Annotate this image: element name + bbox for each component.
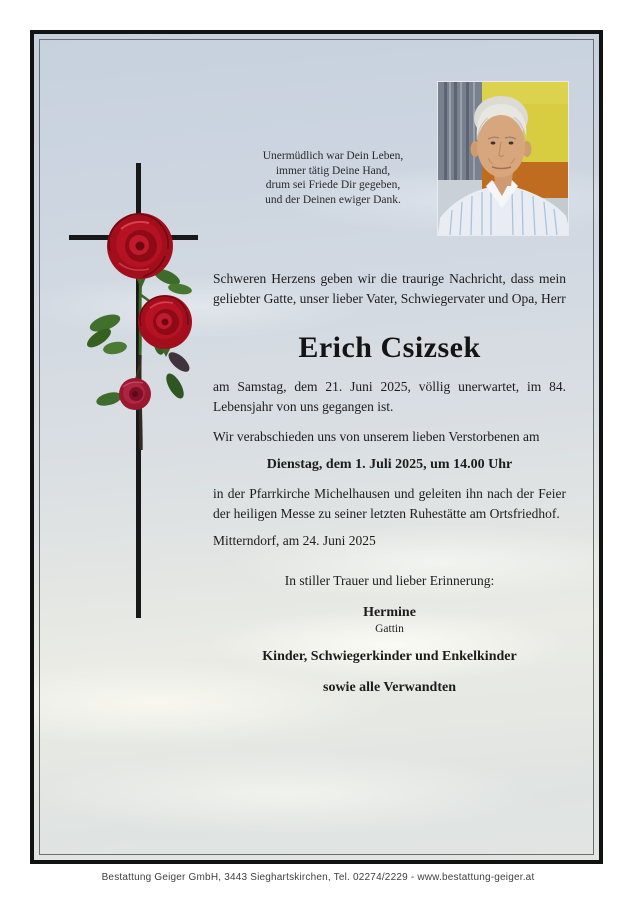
- poem-line: immer tätig Deine Hand,: [275, 164, 391, 177]
- farewell-intro: Wir verabschieden uns von unserem lieben Verstorbenen am: [213, 429, 540, 444]
- mourner-additional-line: sowie alle Verwandten: [323, 680, 456, 695]
- poem-line: drum sei Friede Dir gegeben,: [265, 179, 401, 191]
- mourner-primary-name: Hermine: [363, 605, 416, 620]
- announcement-intro: Schweren Herzens geben wir die traurige Nachricht, dass mein geliebter Gatte, unser lieber Vater, Schwiegervater und Opa, Herr: [213, 271, 566, 306]
- poem-line: und der Deinen ewiger Dank.: [265, 193, 401, 206]
- memorial-poem: [193, 149, 473, 207]
- rose-top: [107, 213, 173, 279]
- funeral-details: in der Pfarrkirche Michelhausen und geleiten ihn nach der Feier der heiligen Messe zu seiner letzten Ruhestätte am Ortsfriedhof.: [213, 486, 566, 521]
- mourner-family-line: Kinder, Schwiegerkinder und Enkelkinder: [262, 649, 517, 664]
- death-details: am Samstag, dem 21. Juni 2025, völlig unerwartet, im 84. Lebensjahr von uns gegangen ist.: [213, 379, 566, 414]
- funeral-home-footer: Bestattung Geiger GmbH, 3443 Sieghartskirchen, Tel. 02274/2229 - www.bestattung-geiger.at: [101, 872, 535, 883]
- roses-image: [75, 195, 210, 450]
- deceased-name: Erich Csizsek: [298, 331, 481, 364]
- rose-middle: [138, 295, 192, 349]
- place-and-date: Mitterndorf, am 24. Juni 2025: [213, 533, 376, 548]
- funeral-datetime: Dienstag, dem 1. Juli 2025, um 14.00 Uhr: [266, 457, 513, 472]
- mourning-intro: In stiller Trauer und lieber Erinnerung:: [284, 573, 495, 588]
- mourner-primary-relation: Gattin: [375, 623, 404, 635]
- poem-line: Unermüdlich war Dein Leben,: [262, 150, 404, 162]
- memorial-card: [30, 30, 603, 864]
- rose-small: [119, 378, 151, 410]
